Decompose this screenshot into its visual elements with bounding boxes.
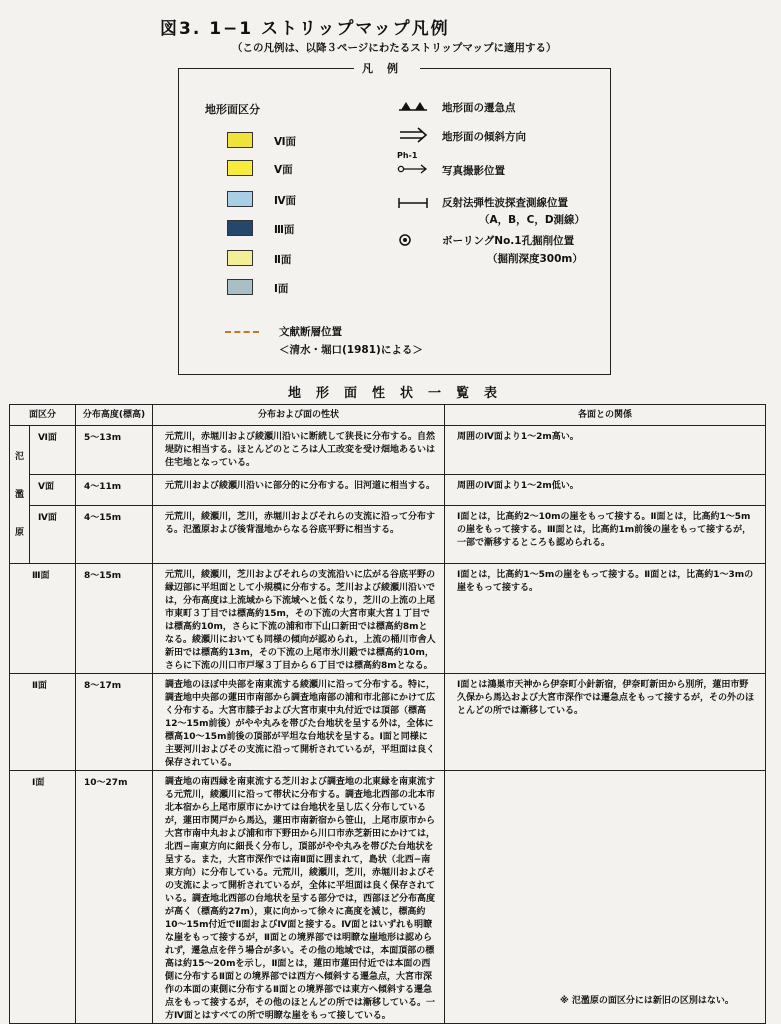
footnote: ※ 氾濫原の面区分には新旧の区別はない。 xyxy=(560,996,734,1006)
table-row xyxy=(10,564,766,674)
row-altitude: 10〜27m xyxy=(76,771,153,1024)
row-description: 調査地のほぼ中央部を南東流する綾瀬川に沿って分布する。特に，調査地中央部の蓮田市南部から調査地南部の浦和市北部にかけて広く分布する。大宮市膝子および大宮市東中丸付近では頂部（標高12〜15m前後）がやや丸みを帯びた台地状を呈する外は，全体に標高10〜15m前後の頂部が平坦な台地状を呈する。Ⅰ面と同様に主要河川およびその支流に沿って開析されているが，平坦面は良く保存されている。 xyxy=(153,674,445,771)
row-relation xyxy=(445,771,766,1024)
row-name: Ⅴ面 xyxy=(30,475,76,506)
row-name: Ⅵ面 xyxy=(30,426,76,475)
swatch-i xyxy=(227,279,253,295)
swatch-vi xyxy=(227,132,253,148)
swatch-label-iii: Ⅲ面 xyxy=(274,224,295,236)
table-row xyxy=(10,426,766,475)
symbol-label-survey: 反射法弾性波探査測線位置 xyxy=(442,197,568,209)
row-name: Ⅱ面 xyxy=(10,674,76,771)
row-relation: Ⅰ面とは鴻巣市天神から伊奈町小針新宿，伊奈町新田から別所，蓮田市野久保から馬込および大宮市深作では遷急点をもって接するが，その外のほとんどの所では漸移している。 xyxy=(445,674,766,771)
swatch-label-i: Ⅰ面 xyxy=(274,283,289,295)
header-altitude: 分布高度(標高) xyxy=(76,405,153,426)
row-name: Ⅳ面 xyxy=(30,506,76,564)
swatch-iv xyxy=(227,191,253,207)
table-row xyxy=(10,674,766,771)
row-relation: 周囲のⅣ面より1〜2m低い。 xyxy=(445,475,766,506)
swatch-label-ii: Ⅱ面 xyxy=(274,254,292,266)
swatch-iii xyxy=(227,220,253,236)
legend-box xyxy=(178,62,611,375)
table-title: 地形面性状一覧表 xyxy=(288,386,513,401)
boring-circle-icon xyxy=(397,232,429,248)
fault-line-icon xyxy=(225,331,259,333)
group-label-floodplain: 氾 濫 原 xyxy=(10,426,30,564)
symbol-label-photo: 写真撮影位置 xyxy=(442,165,505,177)
row-relation: Ⅰ面とは，比高約1〜5mの崖をもって接する。Ⅱ面とは，比高約1〜3mの崖をもって接する。 xyxy=(445,564,766,674)
row-altitude: 8〜17m xyxy=(76,674,153,771)
symbol-label-knickpoint: 地形面の遷急点 xyxy=(442,102,516,114)
double-arrow-icon xyxy=(397,127,429,143)
table-row xyxy=(10,771,766,1024)
terrain-table xyxy=(9,404,766,1024)
terrain-heading: 地形面区分 xyxy=(205,103,260,116)
row-altitude: 8〜15m xyxy=(76,564,153,674)
row-name: Ⅲ面 xyxy=(10,564,76,674)
symbol-label-slope: 地形面の傾斜方向 xyxy=(442,131,526,143)
table-row xyxy=(10,475,766,506)
symbol-label-boring-sub: （掘削深度300m） xyxy=(487,253,583,265)
triangle-marks-icon xyxy=(397,98,429,114)
swatch-ii xyxy=(227,250,253,266)
fault-label xyxy=(279,323,423,359)
row-altitude: 4〜11m xyxy=(76,475,153,506)
legend-title: 凡例 xyxy=(354,60,420,76)
row-description: 調査地の南西縁を南東流する芝川および調査地の北東縁を南東流する元荒川，綾瀬川に沿って帯状に分布する。調査地北西部の北本市北本宿から上尾市原市にかけては台地状を呈し広く分布しているが，蓮田市関戸から馬込，蓮田市南新宿から笹山，上尾市原市から大宮市南中丸および浦和市下野田から川口市赤芝新田にかけては，北西−南東方向に細長く分布し，頂部がやや丸みを帯びた台地状を呈する。また，大宮市深作では南Ⅱ面に囲まれて，島状（北西−南東方向）に分布している。元荒川，綾瀬川，芝川，赤堀川およびその支流によって開析されているが，全体に平坦面は良く保存されている。調査地北西部の台地状を呈する部分では，西部ほど分布高度が高く（標高約27m），東に向かって徐々に高度を減じ，標高約10〜15m付近でⅡ面およびⅣ面と接する。Ⅳ面とはいずれも明瞭な崖をもって接するが，Ⅱ面との境界部では明瞭な崖地形は認められず，遷急点を伴う場合が多い。その他の地域では，本面頂部の標高は約15〜20mを示し，Ⅱ面とは，蓮田市蓮田付近では本面の西側に分布するⅡ面との境界部では西方へ傾斜する遷急点，大宮市深作の本面の東側に分布するⅡ面との境界部では東方へ傾斜する遷急点をもって接するが，その他のほとんどの所では漸移している。一方Ⅳ面とはすべての所で明瞭な崖をもって接している。 xyxy=(153,771,445,1024)
figure-subtitle: （この凡例は、以降３ページにわたるストリップマップに適用する） xyxy=(232,42,557,54)
swatch-label-iv: Ⅳ面 xyxy=(274,195,297,207)
figure-title: 図3. 1−1 ストリップマップ凡例 xyxy=(160,19,450,39)
swatch-label-v: Ⅴ面 xyxy=(274,164,293,176)
row-description: 元荒川，綾瀬川，芝川，赤堀川およびそれらの支流に沿って分布する。氾濫原および後背湿地からなる谷底平野に相当する。 xyxy=(153,506,445,564)
fault-label-main: 文献断層位置 xyxy=(279,326,342,338)
swatch-label-vi: Ⅵ面 xyxy=(274,136,297,148)
row-altitude: 5〜13m xyxy=(76,426,153,475)
row-name: Ⅰ面 xyxy=(10,771,76,1024)
header-relation: 各面との関係 xyxy=(445,405,766,426)
swatch-v xyxy=(227,160,253,176)
photo-tag: Ph-1 xyxy=(397,151,418,160)
header-category: 面区分 xyxy=(10,405,76,426)
row-relation: Ⅰ面とは，比高約2〜10mの崖をもって接する。Ⅱ面とは，比高約1〜5mの崖をもって接する。Ⅲ面とは，比高約1m前後の崖をもって接するが，一部で漸移するところも認められる。 xyxy=(445,506,766,564)
symbol-label-boring: ボーリングNo.1孔掘削位置 xyxy=(442,235,575,247)
table-header-row xyxy=(10,405,766,426)
row-description: 元荒川，赤堀川および綾瀬川沿いに断続して狭長に分布する。自然堤防に相当する。ほとんどのところは人工改変を受け畑地あるいは住宅地となっている。 xyxy=(153,426,445,475)
table-row xyxy=(10,506,766,564)
row-description: 元荒川，綾瀬川，芝川およびそれらの支流沿いに広がる谷底平野の縁辺部に平坦面として小規模に分布する。芝川および綾瀬川沿いでは，分布高度は上流域から下流域へと低くなり，芝川の上流の上尾市東町３丁目では標高約15m，その下流の大宮市東大宮１丁目では標高約10m，さらに下流の浦和市下山口新田では標高約8mとなる。綾瀬川においても同様の傾向が認められ，上流の桶川市舎人新田では標高約13m，その下流の上尾市氷川鍛では標高約10m，さらに下流の川口市戸塚３丁目から６丁目では標高約8mとなる。 xyxy=(153,564,445,674)
row-description: 元荒川および綾瀬川沿いに部分的に分布する。旧河道に相当する。 xyxy=(153,475,445,506)
header-description: 分布および面の性状 xyxy=(153,405,445,426)
row-altitude: 4〜15m xyxy=(76,506,153,564)
survey-line-icon xyxy=(397,195,429,211)
symbol-label-survey-sub: （A，B，C，D測線） xyxy=(479,214,586,226)
fault-label-source: ＜清水・堀口(1981)による＞ xyxy=(279,344,423,356)
photo-arrow-icon xyxy=(397,161,429,177)
row-relation: 周囲のⅣ面より1〜2m高い。 xyxy=(445,426,766,475)
